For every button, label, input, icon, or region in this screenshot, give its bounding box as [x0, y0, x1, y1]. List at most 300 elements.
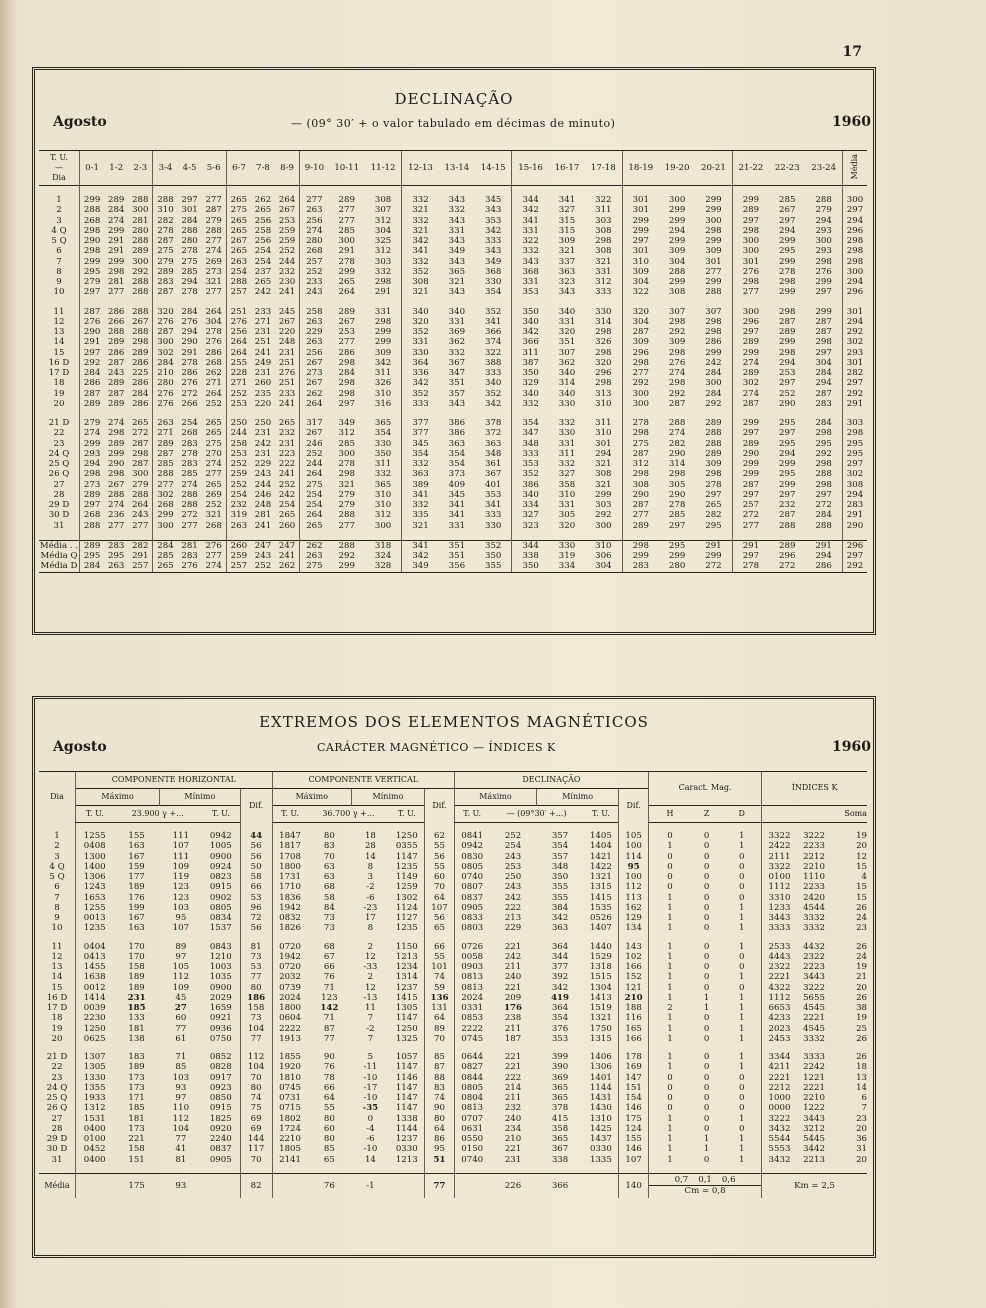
- value-cell: 119: [172, 872, 190, 882]
- value-cell: 283: [843, 500, 868, 510]
- value-cell: 103: [172, 1072, 190, 1083]
- value-cell: 1: [703, 1144, 710, 1155]
- value-cell: 295: [779, 418, 796, 428]
- value-cell: 1537: [209, 923, 232, 934]
- hour-header: 10-11: [329, 151, 365, 186]
- value-cell: 286: [107, 306, 125, 317]
- value-cell: 26: [856, 902, 867, 913]
- value-cell: 298: [815, 256, 832, 267]
- value-cell: 0805: [454, 1083, 489, 1093]
- value-cell: 300: [732, 236, 769, 246]
- value-cell: 333: [484, 510, 502, 521]
- value-cell: 294: [815, 215, 832, 226]
- value-cell: 286: [705, 337, 722, 348]
- value-cell: 270: [205, 448, 222, 459]
- value-cell: 123: [172, 882, 190, 893]
- value-cell: 178: [619, 1052, 649, 1062]
- value-cell: 95: [175, 913, 187, 923]
- value-cell: 0: [739, 892, 745, 903]
- value-cell: 21: [856, 972, 867, 983]
- day-label: 11: [51, 941, 63, 952]
- value-cell: 265: [153, 561, 178, 572]
- value-cell: 1312: [76, 1103, 114, 1113]
- value-cell: 53: [240, 962, 272, 972]
- day-label: 3: [56, 215, 62, 226]
- value-cell: 78: [323, 1072, 335, 1083]
- value-cell: 285: [338, 225, 355, 236]
- value-cell: -4: [366, 1123, 375, 1134]
- avg-empty: [454, 1173, 489, 1198]
- value-cell: 0: [703, 872, 710, 882]
- value-cell: 67: [323, 951, 335, 962]
- value-cell: 288: [705, 438, 722, 449]
- header-head_tu: T. U.: [50, 152, 68, 162]
- table-row: [39, 317, 867, 327]
- value-cell: 233: [254, 306, 272, 317]
- value-cell: 354: [374, 428, 392, 439]
- value-cell: 1335: [589, 1154, 612, 1165]
- table-row: [39, 1134, 867, 1144]
- value-cell: 288: [779, 520, 796, 531]
- value-cell: 320: [558, 327, 576, 337]
- value-cell: 0: [703, 882, 710, 893]
- value-cell: 253: [504, 861, 522, 872]
- value-cell: 285: [779, 195, 796, 205]
- value-cell: 8: [367, 923, 374, 934]
- value-cell: 292: [622, 378, 659, 388]
- value-cell: 3222: [803, 982, 825, 993]
- value-cell: 276: [153, 389, 178, 399]
- value-cell: 283: [622, 561, 659, 572]
- value-cell: 221: [504, 982, 522, 993]
- value-cell: 1: [649, 942, 691, 952]
- day-label: 8: [54, 902, 60, 913]
- value-cell: 241: [254, 520, 272, 531]
- value-cell: 1: [649, 1155, 691, 1165]
- hour-header: 6-7: [226, 151, 251, 186]
- day-label: 4 Q: [51, 225, 67, 236]
- value-cell: 0942: [209, 831, 232, 841]
- value-cell: 277: [153, 480, 178, 490]
- value-cell: 251: [254, 337, 272, 348]
- value-cell: 305: [668, 479, 686, 490]
- table-row: [39, 1024, 867, 1034]
- value-cell: 176: [504, 1003, 523, 1013]
- value-cell: 278: [338, 256, 355, 267]
- value-cell: 345: [402, 439, 439, 449]
- value-cell: 297: [732, 551, 769, 561]
- value-cell: 363: [551, 923, 569, 934]
- value-cell: 277: [732, 287, 769, 297]
- value-cell: 287: [80, 307, 105, 317]
- value-cell: 169: [619, 1062, 649, 1072]
- value-cell: 321: [205, 277, 222, 287]
- value-cell: 0707: [454, 1114, 489, 1124]
- value-cell: 177: [128, 872, 145, 882]
- value-cell: 298: [815, 459, 832, 469]
- value-cell: 285: [153, 551, 178, 561]
- value-cell: 1529: [589, 951, 612, 962]
- value-cell: 1: [739, 972, 745, 983]
- value-cell: 299: [705, 347, 722, 358]
- value-cell: 229: [300, 327, 329, 337]
- value-cell: 286: [205, 347, 222, 358]
- value-cell: 260: [278, 520, 296, 531]
- value-cell: 20: [856, 841, 867, 852]
- value-cell: 323: [558, 277, 576, 287]
- value-cell: 19: [856, 831, 867, 841]
- value-cell: 0924: [209, 861, 232, 872]
- table-row: [39, 1155, 867, 1165]
- value-cell: 2233: [803, 841, 825, 852]
- value-cell: 1304: [589, 982, 612, 993]
- value-cell: 295: [705, 520, 722, 531]
- value-cell: 1305: [76, 1062, 114, 1072]
- value-cell: 277: [705, 266, 722, 277]
- value-cell: 3212: [803, 1123, 825, 1134]
- value-cell: 320: [153, 307, 178, 317]
- value-cell: 340: [558, 388, 576, 399]
- value-cell: 295: [843, 449, 868, 459]
- value-cell: 273: [205, 266, 222, 277]
- value-cell: 352: [402, 389, 439, 399]
- value-cell: 298: [374, 277, 392, 287]
- value-cell: 284: [338, 368, 355, 378]
- value-cell: 229: [504, 923, 522, 934]
- value-cell: 288: [226, 277, 251, 287]
- value-cell: 362: [558, 357, 576, 368]
- value-cell: 3310: [762, 893, 797, 903]
- day-label: 27: [53, 479, 65, 490]
- value-cell: 298: [815, 337, 832, 348]
- value-cell: 1035: [209, 972, 232, 983]
- table-row: [39, 561, 867, 572]
- value-cell: 0: [703, 1052, 710, 1062]
- value-cell: 342: [484, 398, 502, 409]
- value-cell: 358: [558, 479, 576, 490]
- value-cell: 267: [338, 316, 355, 327]
- value-cell: 310: [153, 205, 178, 215]
- value-cell: 1235: [76, 923, 114, 933]
- value-cell: 286: [132, 398, 149, 409]
- value-cell: 295: [80, 551, 105, 561]
- value-cell: 350: [512, 561, 549, 572]
- value-cell: 276: [202, 540, 227, 551]
- value-cell: 264: [300, 469, 329, 479]
- value-cell: 331: [595, 266, 612, 277]
- value-cell: 61: [175, 1033, 187, 1044]
- value-cell: 0813: [454, 983, 489, 993]
- value-cell: 211: [504, 1093, 522, 1103]
- value-cell: 353: [484, 489, 502, 500]
- value-cell: 284: [80, 561, 105, 572]
- value-cell: 354: [448, 459, 466, 469]
- value-cell: 282: [128, 540, 153, 551]
- value-cell: 0400: [76, 1155, 114, 1165]
- value-cell: 129: [619, 913, 649, 923]
- value-cell: 142: [320, 1003, 339, 1013]
- hour-header: 15-16: [512, 151, 549, 186]
- value-cell: 332: [374, 469, 392, 480]
- value-cell: 300: [153, 521, 178, 531]
- value-cell: 264: [205, 388, 222, 399]
- value-cell: 123: [172, 892, 190, 903]
- value-cell: 0915: [209, 1103, 232, 1114]
- value-cell: 291: [107, 246, 125, 257]
- value-cell: 0: [703, 1082, 710, 1093]
- value-cell: 166: [619, 962, 649, 972]
- value-cell: 1826: [272, 923, 307, 933]
- value-cell: 332: [448, 347, 466, 358]
- table-row: [39, 972, 867, 982]
- value-cell: 1150: [395, 941, 418, 952]
- hour-header: 7-8: [251, 151, 275, 186]
- value-cell: 357: [551, 831, 569, 841]
- value-cell: 0837: [209, 1144, 232, 1155]
- value-cell: 341: [448, 500, 466, 510]
- value-cell: 277: [107, 287, 125, 298]
- value-cell: 0408: [76, 841, 114, 851]
- value-cell: 265: [278, 418, 296, 428]
- value-cell: 297: [80, 500, 105, 510]
- day-label: 7: [54, 892, 60, 903]
- value-cell: 308: [622, 480, 659, 490]
- day-label: 31: [51, 1154, 63, 1165]
- value-cell: 1: [649, 1024, 691, 1034]
- value-cell: 251: [278, 378, 296, 389]
- value-cell: 289: [107, 378, 125, 389]
- value-cell: 287: [107, 388, 125, 399]
- value-cell: 1406: [589, 1052, 612, 1062]
- table-row: [39, 521, 867, 531]
- value-cell: 1147: [395, 851, 418, 862]
- value-cell: 298: [622, 428, 659, 438]
- value-cell: 265: [132, 418, 149, 428]
- value-cell: 104: [240, 1024, 272, 1034]
- header-h_dif: Dif.: [619, 789, 649, 823]
- value-cell: 293: [815, 246, 832, 257]
- value-cell: 1144: [395, 1123, 418, 1134]
- value-cell: 1750: [589, 1023, 612, 1034]
- value-cell: 288: [705, 287, 722, 298]
- value-cell: 267: [779, 205, 796, 216]
- value-cell: 299: [705, 195, 722, 205]
- value-cell: 284: [815, 510, 832, 521]
- value-cell: 176: [128, 892, 145, 903]
- value-cell: 256: [254, 215, 272, 226]
- value-cell: 284: [153, 540, 178, 551]
- value-cell: 1147: [395, 1103, 418, 1114]
- value-cell: 44: [240, 831, 272, 841]
- value-cell: 301: [622, 195, 659, 205]
- value-cell: 294: [595, 448, 612, 459]
- value-cell: 275: [226, 205, 251, 215]
- value-cell: 301: [181, 205, 198, 216]
- value-cell: 1515: [589, 972, 612, 983]
- value-cell: 1455: [76, 962, 114, 972]
- page-number: 17: [842, 44, 862, 60]
- value-cell: 289: [132, 246, 149, 257]
- value-cell: 322: [595, 195, 612, 205]
- value-cell: 299: [732, 195, 769, 205]
- value-cell: 89: [175, 941, 187, 952]
- value-cell: 343: [448, 195, 466, 205]
- value-cell: 279: [80, 418, 105, 428]
- value-cell: 111: [172, 831, 190, 841]
- value-cell: 0833: [454, 913, 489, 923]
- value-cell: 0: [649, 831, 691, 841]
- value-cell: 1310: [589, 1113, 612, 1124]
- value-cell: 274: [732, 389, 769, 399]
- value-cell: 332: [402, 216, 439, 226]
- declination-table-frame: [32, 67, 876, 635]
- value-cell: 0: [739, 861, 745, 872]
- header-h_dia: Dia: [39, 772, 76, 823]
- value-cell: 4545: [803, 1003, 825, 1013]
- day-label: 18: [53, 378, 65, 389]
- value-cell: 134: [619, 923, 649, 933]
- day-label: 3: [54, 851, 60, 862]
- value-cell: 81: [175, 1154, 187, 1165]
- value-cell: 377: [551, 962, 569, 972]
- value-cell: 159: [128, 861, 145, 872]
- value-cell: 107: [172, 841, 190, 852]
- value-cell: 80: [240, 983, 272, 993]
- value-cell: 66: [323, 1082, 335, 1093]
- value-cell: 26: [856, 992, 867, 1003]
- value-cell: 2233: [803, 882, 825, 893]
- value-cell: 275: [205, 438, 222, 449]
- value-cell: -10: [363, 1144, 378, 1155]
- value-cell: 64: [425, 893, 455, 903]
- table-row: [39, 327, 867, 337]
- day-label: 7: [56, 256, 62, 267]
- value-cell: 0: [703, 1093, 710, 1103]
- value-cell: 232: [779, 500, 796, 510]
- table-row: [39, 1083, 867, 1093]
- value-cell: 289: [107, 337, 125, 348]
- value-cell: 221: [504, 1052, 522, 1062]
- value-cell: 1415: [395, 992, 418, 1003]
- value-cell: 85: [425, 1052, 455, 1062]
- day-label: 2: [54, 841, 60, 852]
- value-cell: 240: [504, 1113, 522, 1124]
- value-cell: 235: [254, 388, 272, 399]
- value-cell: 288: [705, 428, 722, 439]
- header-h_min: Mínimo: [537, 789, 619, 806]
- value-cell: 276: [153, 317, 178, 327]
- table-row: [39, 1003, 867, 1013]
- table-row: [39, 287, 867, 297]
- value-cell: 287: [732, 399, 769, 409]
- value-cell: 221: [504, 941, 522, 952]
- value-cell: 0942: [454, 841, 489, 851]
- value-cell: 265: [205, 418, 222, 428]
- value-cell: 297: [181, 195, 198, 205]
- value-cell: 3222: [762, 1114, 797, 1124]
- value-cell: 272: [181, 388, 198, 399]
- value-cell: 264: [338, 287, 355, 298]
- value-cell: 341: [402, 540, 439, 551]
- value-cell: 263: [300, 551, 329, 561]
- value-cell: 158: [240, 1003, 272, 1013]
- value-cell: 332: [402, 195, 439, 205]
- value-cell: 0830: [454, 852, 489, 862]
- value-cell: 298: [595, 378, 612, 389]
- value-cell: 1: [739, 913, 745, 923]
- value-cell: 173: [128, 1123, 145, 1134]
- value-cell: 290: [622, 490, 659, 500]
- value-cell: 340: [512, 490, 549, 500]
- value-cell: 342: [512, 327, 549, 337]
- value-cell: 277: [205, 469, 222, 480]
- value-cell: 295: [779, 246, 796, 257]
- value-cell: 283: [104, 540, 128, 551]
- value-cell: 0: [649, 1073, 691, 1083]
- value-cell: 277: [622, 368, 659, 378]
- value-cell: 308: [595, 246, 612, 257]
- value-cell: 175: [619, 1114, 649, 1124]
- value-cell: 243: [300, 287, 329, 297]
- value-cell: 220: [278, 327, 296, 337]
- value-cell: 2210: [803, 861, 825, 872]
- value-cell: 0843: [209, 941, 232, 952]
- value-cell: 265: [300, 521, 329, 531]
- value-cell: 271: [205, 378, 222, 389]
- value-cell: 1: [739, 1113, 745, 1124]
- day-label: 28: [51, 1123, 63, 1134]
- value-cell: 299: [779, 256, 796, 267]
- value-cell: 1234: [395, 962, 418, 972]
- value-cell: 1407: [589, 923, 612, 934]
- value-cell: 1237: [395, 982, 418, 993]
- value-cell: 0331: [454, 1003, 489, 1013]
- value-cell: 18: [364, 831, 376, 841]
- value-cell: 0: [739, 851, 745, 862]
- day-label: 5 Q: [49, 872, 65, 882]
- value-cell: 299: [668, 551, 686, 561]
- value-cell: 173: [128, 1072, 145, 1083]
- value-cell: 305: [558, 510, 576, 521]
- table-row: [39, 983, 867, 993]
- value-cell: 287: [815, 316, 832, 327]
- value-cell: 295: [815, 438, 832, 449]
- value-cell: 222: [504, 902, 522, 913]
- value-cell: 294: [815, 551, 832, 561]
- value-cell: 85: [175, 1062, 187, 1073]
- value-cell: 297: [779, 215, 796, 226]
- value-cell: 290: [668, 448, 686, 459]
- value-cell: 0: [703, 1023, 710, 1034]
- value-cell: 309: [622, 337, 659, 347]
- value-cell: 304: [585, 561, 622, 572]
- value-cell: 2230: [76, 1013, 114, 1023]
- value-cell: 298: [374, 316, 392, 327]
- value-cell: 50: [240, 862, 272, 872]
- value-cell: 294: [779, 448, 796, 459]
- value-cell: 241: [278, 287, 296, 298]
- value-cell: 1147: [395, 1062, 418, 1073]
- value-cell: 349: [338, 418, 355, 428]
- value-cell: 1: [649, 1144, 691, 1154]
- header-: [762, 806, 797, 823]
- value-cell: 124: [619, 1124, 649, 1134]
- header-h_min: Mínimo: [351, 789, 424, 806]
- value-cell: 329: [512, 378, 549, 388]
- header-h_indices: ÍNDICES K: [762, 772, 867, 806]
- day-label: 18: [51, 1013, 63, 1024]
- value-cell: 75: [240, 1103, 272, 1113]
